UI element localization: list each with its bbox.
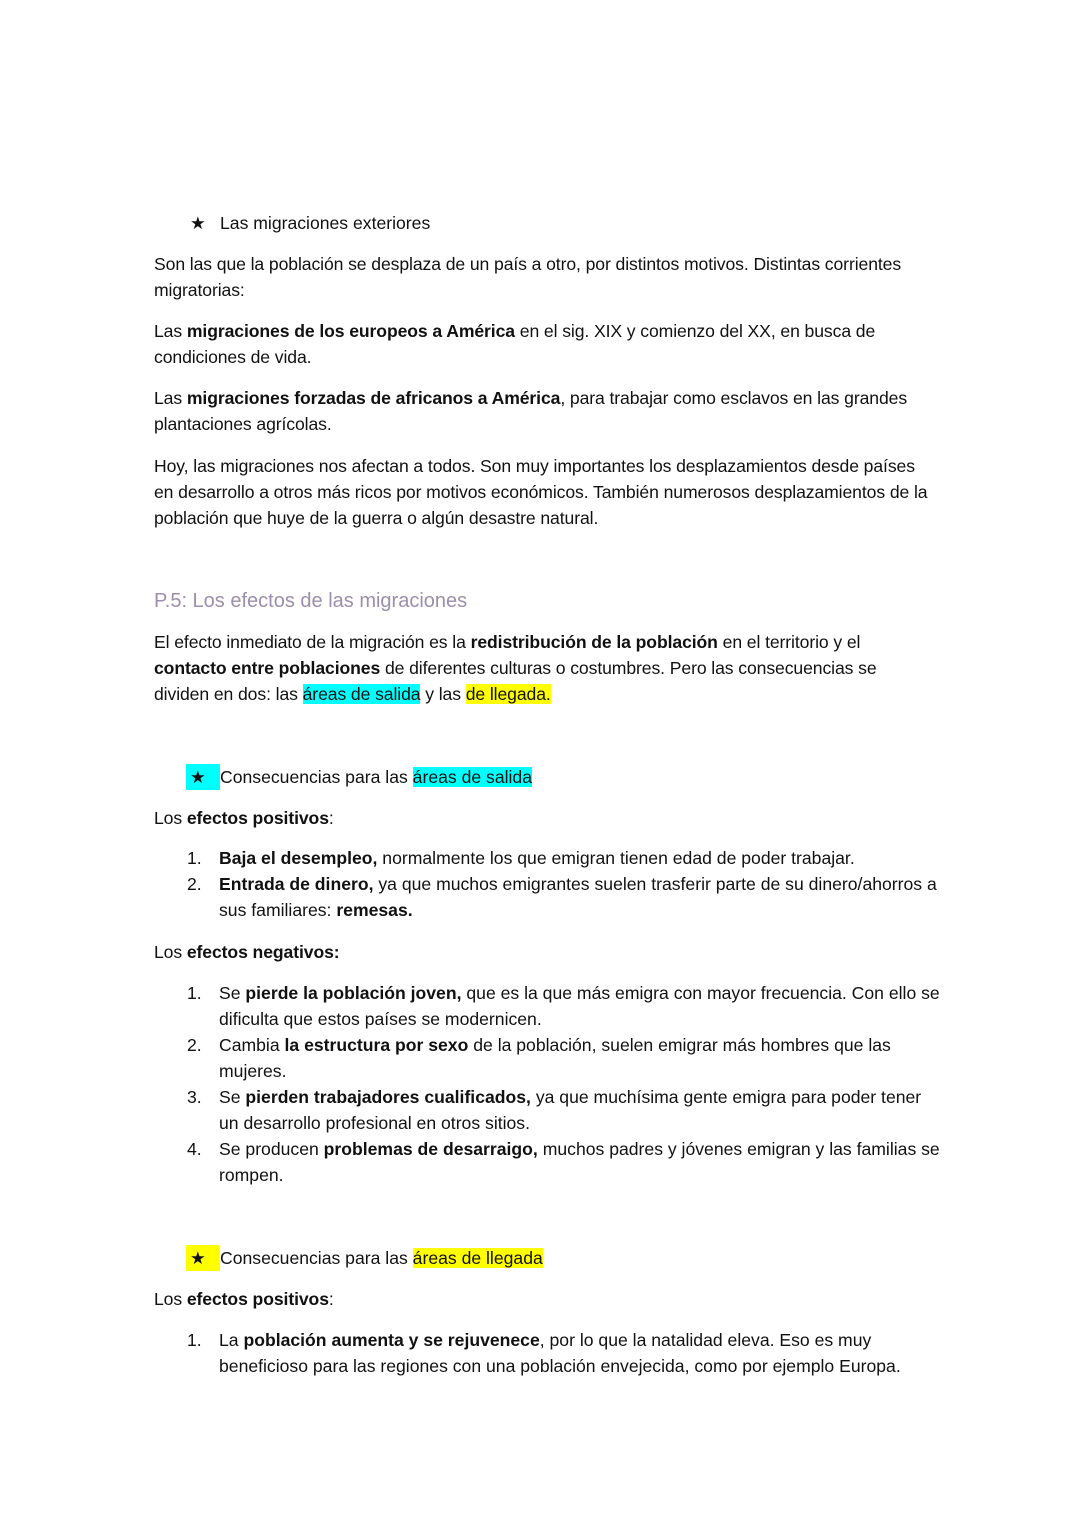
paragraph-efectos-intro: El efecto inmediato de la migración es la redistribución de la población en el territorio y el contacto entre poblaciones de diferentes culturas o costumbres. Pero las consecuencias se dividen en dos: las áreas de salida y las de llegada. xyxy=(154,632,877,704)
highlight-areas-salida: áreas de salida xyxy=(302,684,421,704)
label-efectos-positivos-llegada: Los efectos positivos: xyxy=(154,1289,334,1309)
list-item: 2. Entrada de dinero, ya que muchos emigrantes suelen trasferir parte de su dinero/ahorros a sus familiares: remesas. xyxy=(187,874,937,920)
list-item: 1. Se pierde la población joven, que es la que más emigra con mayor frecuencia. Con ello se dificulta que estos países se modernicen. xyxy=(187,983,940,1029)
list-item: 1. La población aumenta y se rejuvenece, por lo que la natalidad eleva. Eso es muy beneficioso para las regiones con una población envejecida, como por ejemplo Europa. xyxy=(187,1330,901,1376)
bullet-migraciones-exteriores: ★ Las migraciones exteriores xyxy=(186,210,430,236)
paragraph-europeos: Las migraciones de los europeos a América en el sig. XIX y comienzo del XX, en busca de condiciones de vida. xyxy=(154,321,876,367)
label-efectos-positivos-salida: Los efectos positivos: xyxy=(154,808,334,828)
bullet-areas-salida: ★ Consecuencias para las áreas de salida xyxy=(186,764,532,790)
highlight-de-llegada: de llegada. xyxy=(465,684,551,704)
star-icon: ★ xyxy=(186,764,220,790)
paragraph-hoy: Hoy, las migraciones nos afectan a todos. Son muy importantes los desplazamientos desde países en desarrollo a otros más ricos por motivos económicos. También numerosos desplazamientos de la población que huye de la guerra o algún desastre natural. xyxy=(154,456,928,528)
paragraph-intro: Son las que la población se desplaza de un país a otro, por distintos motivos. Distintas corrientes migratorias: xyxy=(154,254,902,300)
list-positivos-salida xyxy=(154,845,944,923)
section-heading: P.5: Los efectos de las migraciones xyxy=(154,590,468,612)
list-item: 3. Se pierden trabajadores cualificados, ya que muchísima gente emigra para poder tener un desarrollo profesional en otros sitios. xyxy=(187,1087,922,1133)
list-positivos-llegada xyxy=(154,1327,944,1379)
list-item: 1. Baja el desempleo, normalmente los que emigran tienen edad de poder trabajar. xyxy=(187,848,855,868)
list-negativos-salida xyxy=(154,980,944,1188)
star-icon: ★ xyxy=(190,213,206,233)
paragraph-africanos: Las migraciones forzadas de africanos a América, para trabajar como esclavos en las grandes plantaciones agrícolas. xyxy=(154,388,908,434)
list-item: 2. Cambia la estructura por sexo de la población, suelen emigrar más hombres que las mujeres. xyxy=(187,1035,891,1081)
label-efectos-negativos-salida: Los efectos negativos: xyxy=(154,942,340,962)
list-item: 4. Se producen problemas de desarraigo, muchos padres y jóvenes emigran y las familias se rompen. xyxy=(187,1139,940,1185)
star-icon: ★ xyxy=(186,1245,220,1271)
bullet-areas-llegada: ★ Consecuencias para las áreas de llegada xyxy=(186,1245,543,1271)
